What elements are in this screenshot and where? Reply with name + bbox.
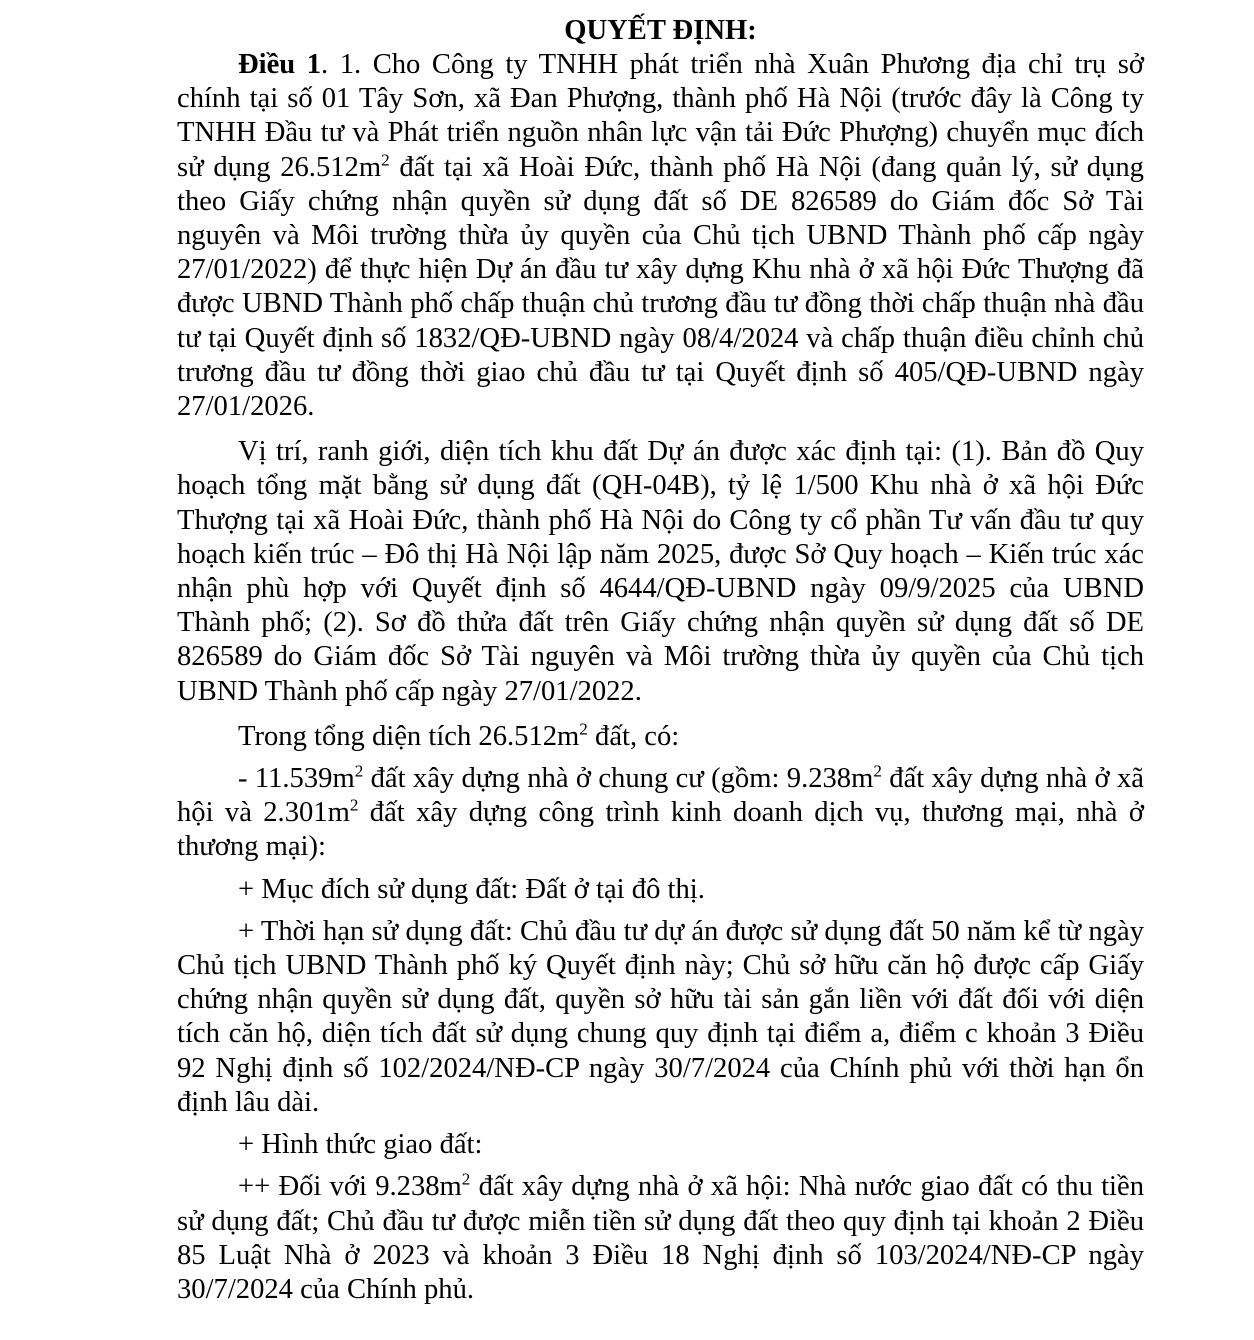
apartment-land-text-a: - 11.539m bbox=[238, 763, 355, 795]
superscript: 2 bbox=[873, 761, 882, 781]
superscript: 2 bbox=[579, 719, 588, 739]
superscript: 2 bbox=[461, 1169, 471, 1189]
land-allocation-form-paragraph: + Hình thức giao đất: bbox=[238, 1129, 483, 1161]
land-purpose-paragraph: + Mục đích sử dụng đất: Đất ở tại đô thị. bbox=[238, 873, 705, 905]
article-1-text: . 1. Cho Công ty TNHH phát triển nhà Xuân Phương địa chỉ trụ sở chính tại số 01 Tây Sơn, xã Đan Phượng, thành phố Hà Nội (trước đây là Công ty TNHH Đầu tư và Phát triển nguồn nhân lực vận tải Đức Phượng) chuyển mục đích sử dụng bbox=[177, 49, 1145, 183]
social-housing-text-b: đất xây dựng nhà ở xã hội: Nhà nước giao đất có thu tiền sử dụng đất; Chủ đầu tư được miễn tiền sử dụng đất theo quy định tại khoản 2 Điều 85 Luật Nhà ở 2023 và khoản 3 Điều 18 Nghị định số 103/2024/NĐ-CP ngày 30/7/2024 của Chính phủ. bbox=[177, 1171, 1144, 1305]
superscript: 2 bbox=[381, 150, 390, 170]
article-1-paragraph bbox=[177, 48, 1144, 424]
superscript: 2 bbox=[349, 795, 359, 815]
apartment-land-paragraph bbox=[177, 762, 1144, 865]
total-area-text: Trong tổng diện tích 26.512m bbox=[238, 720, 580, 752]
decision-title: QUYẾT ĐỊNH: bbox=[564, 15, 757, 46]
apartment-land-text-c: đất xây dựng nhà ở xã hội và 2.301m bbox=[177, 763, 1145, 829]
social-housing-text-a: ++ Đối với 9.238m bbox=[238, 1171, 462, 1203]
area-value: 26.512m bbox=[280, 151, 382, 183]
total-area-text-rest: đất, có: bbox=[587, 720, 680, 752]
total-area-paragraph bbox=[177, 720, 1144, 754]
article-label: Điều 1 bbox=[238, 49, 322, 80]
location-paragraph: Vị trí, ranh giới, diện tích khu đất Dự án được xác định tại: (1). Bản đồ Quy hoạch tổng mặt bằng sử dụng đất (QH-04B), tỷ lệ 1/500 Khu nhà ở xã hội Đức Thượng tại xã Hoài Đức, thành phố Hà Nội do Công ty cổ phần Tư vấn đầu tư quy hoạch kiến trúc – Đô thị Hà Nội lập năm 2025, được Sở Quy hoạch – Kiến trúc xác nhận phù hợp với Quyết định số 4644/QĐ-UBND ngày 09/9/2025 của UBND Thành phố; (2). Sơ đồ thửa đất trên Giấy chứng nhận quyền sử dụng đất số DE 826589 do Giám đốc Sở Tài nguyên và Môi trường thừa ủy quyền của Chủ tịch UBND Thành phố cấp ngày 27/01/2022. bbox=[177, 436, 1144, 707]
article-1-text-rest: đất tại xã Hoài Đức, thành phố Hà Nội (đang quản lý, sử dụng theo Giấy chứng nhận quyền sử dụng đất số DE 826589 do Giám đốc Sở Tài nguyên và Môi trường thừa ủy quyền của Chủ tịch UBND Thành phố cấp ngày 27/01/2022) để thực hiện Dự án đầu tư xây dựng Khu nhà ở xã hội Đức Thượng đã được UBND Thành phố chấp thuận chủ trương đầu tư đồng thời chấp thuận nhà đầu tư tại Quyết định số 1832/QĐ-UBND ngày 08/4/2024 và chấp thuận điều chỉnh chủ trương đầu tư đồng thời giao chủ đầu tư tại Quyết định số 405/QĐ-UBND ngày 27/01/2026. bbox=[177, 151, 1144, 423]
land-term-paragraph: + Thời hạn sử dụng đất: Chủ đầu tư dự án được sử dụng đất 50 năm kể từ ngày Chủ tịch UBND Thành phố ký Quyết định này; Chủ sở hữu căn hộ được cấp Giấy chứng nhận quyền sử dụng đất, quyền sở hữu tài sản gắn liền với đất đối với diện tích căn hộ, diện tích đất sử dụng chung quy định tại điểm a, điểm c khoản 3 Điều 92 Nghị định số 102/2024/NĐ-CP ngày 30/7/2024 của Chính phủ với thời hạn ổn định lâu dài. bbox=[177, 915, 1144, 1118]
apartment-land-text-b: đất xây dựng nhà ở chung cư (gồm: 9.238m bbox=[363, 763, 874, 795]
document-page bbox=[177, 0, 1144, 1307]
social-housing-land-paragraph bbox=[177, 1170, 1144, 1307]
superscript: 2 bbox=[354, 761, 364, 781]
apartment-land-text-d: đất xây dựng công trình kinh doanh dịch vụ, thương mại, nhà ở thương mại): bbox=[177, 797, 1144, 863]
